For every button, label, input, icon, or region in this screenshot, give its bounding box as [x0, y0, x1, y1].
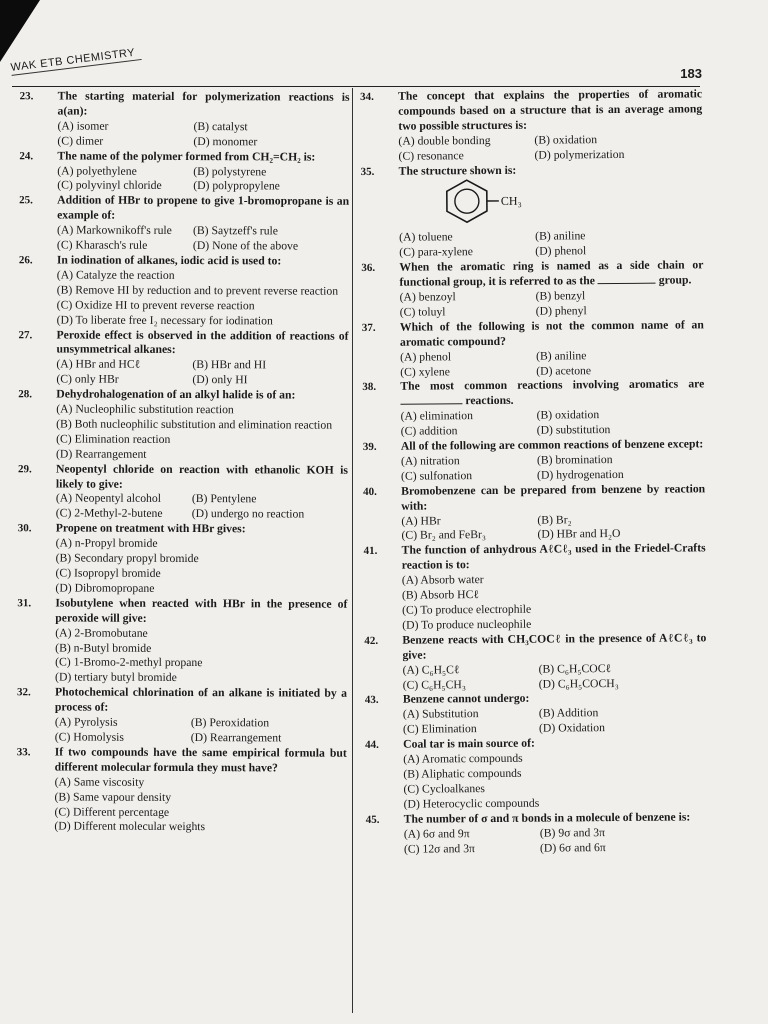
question-stem: The starting material for polymerization reactions is a(an):: [57, 89, 350, 118]
question-stem-end: reactions.: [465, 394, 514, 408]
option-d: (D) Rearrangement: [56, 447, 147, 461]
option-b: (B) oxidation: [536, 408, 600, 422]
question-number: 33.: [16, 746, 31, 759]
question-number: 25.: [19, 194, 33, 207]
option-a: (A) double bonding: [398, 133, 491, 148]
option-d: (D) only HI: [192, 373, 248, 387]
question-39: [363, 437, 705, 484]
option-b: (B) Pentylene: [191, 492, 257, 506]
question-stem: If two compounds have the same empirical formula but different molecular formula they must have?: [54, 745, 347, 775]
option-a: (A) 6σ and 9π: [403, 826, 470, 841]
option-b: (B) benzyl: [535, 289, 586, 303]
question-stem: Dehydrohalogenation of an alkyl halide is of an:: [56, 387, 296, 402]
question-number: 34.: [360, 90, 374, 103]
option-d: (D) monomer: [193, 134, 258, 149]
option-a: (A) Catalyze the reaction: [56, 268, 175, 282]
option-c: (C) only HBr: [56, 372, 119, 386]
book-header: WAK ETB CHEMISTRY: [10, 46, 142, 76]
question-stem: Which of the following is not the common name of an aromatic compound?: [399, 318, 704, 349]
option-b: (B) Remove HI by reduction and to prevent reverse reaction: [56, 283, 339, 298]
question-number: 28.: [18, 388, 33, 401]
question-36: [361, 258, 703, 320]
question-28: [18, 387, 348, 463]
option-b: (B) 9σ and 3π: [539, 825, 605, 840]
option-c: (C) To produce electrophile: [402, 602, 532, 617]
question-stem: All of the following are common reactions of benzene except:: [400, 437, 704, 453]
question-40: [363, 482, 705, 544]
option-b: (B) Peroxidation: [190, 716, 270, 730]
answer-blank: [400, 404, 462, 405]
option-b: (B) n-Butyl bromide: [55, 640, 152, 655]
option-b: (B) HBr and HI: [192, 358, 267, 372]
question-number: 37.: [361, 321, 376, 334]
option-a: (A) elimination: [400, 409, 474, 423]
option-a: (A) Absorb water: [401, 573, 484, 587]
question-number: 24.: [19, 149, 34, 162]
question-stem: Coal tar is main source of:: [403, 736, 535, 751]
option-b: (B) C₆H₅COCℓ: [538, 661, 612, 676]
column-divider: [352, 88, 353, 1013]
option-c: (C) resonance: [398, 148, 464, 163]
question-stem: Peroxide effect is observed in the addition of reactions of unsymmetrical alkanes:: [56, 327, 349, 357]
option-c: (C) dimer: [57, 134, 104, 148]
option-c: (C) 12σ and 3π: [403, 841, 475, 856]
question-number: 36.: [361, 262, 376, 275]
option-d: (D) To produce nucleophile: [402, 617, 532, 632]
question-31: [17, 596, 347, 687]
answer-blank: [598, 283, 656, 284]
question-stem: The structure shown is:: [398, 163, 517, 178]
option-b: (B) Br₂: [537, 512, 572, 527]
option-a: (A) Nucleophilic substitution reaction: [56, 402, 234, 417]
option-b: (B) Secondary propyl bromide: [55, 551, 199, 566]
question-stem: Bromobenzene can be prepared from benzene by reaction with:: [401, 482, 706, 513]
question-25: [19, 194, 349, 255]
option-d: (D) phenyl: [535, 304, 587, 318]
question-29: [18, 462, 348, 523]
option-a: (A) phenol: [400, 349, 452, 364]
question-stem: The most common reactions involving aromatics are: [400, 377, 705, 394]
option-d: (D) tertiary butyl bromide: [55, 670, 177, 685]
option-b: (B) Same vapour density: [54, 790, 172, 804]
option-a: (A) HBr and HCℓ: [56, 357, 141, 372]
left-column: [16, 89, 349, 836]
question-stem: The number of σ and π bonds in a molecule of benzene is:: [403, 810, 691, 826]
option-a: (A) Markownikoff's rule: [56, 223, 172, 238]
option-c: (C) para-xylene: [399, 245, 473, 259]
option-a: (A) isomer: [57, 119, 109, 133]
option-d: (D) HBr and H₂O: [537, 527, 621, 542]
question-number: 41.: [363, 545, 378, 558]
option-a: (A) toluene: [399, 230, 453, 245]
option-b: (B) aniline: [536, 348, 587, 363]
question-number: 39.: [362, 440, 377, 454]
question-number: 31.: [17, 597, 32, 610]
option-b: (B) catalyst: [193, 119, 248, 134]
option-a: (A) Pyrolysis: [54, 715, 118, 729]
question-23: [19, 89, 349, 150]
question-stem: Benzene reacts with CH₃COCℓ in the presence of AℓCℓ₃ to give:: [402, 631, 707, 662]
option-a: (A) Aromatic compounds: [403, 751, 523, 766]
question-number: 32.: [16, 686, 31, 699]
question-stem: Propene on treatment with HBr gives:: [55, 521, 246, 536]
option-d: (D) polymerization: [534, 147, 625, 162]
option-b: (B) polystyrene: [193, 164, 267, 178]
methyl-label: CH₃: [500, 194, 522, 209]
option-d: (D) 6σ and 6π: [539, 840, 606, 855]
question-45: [366, 810, 708, 857]
question-33: [16, 745, 346, 836]
option-a: (A) nitration: [400, 454, 460, 468]
option-b: (B) aniline: [535, 229, 586, 243]
question-stem: Photochemical chlorination of an alkane is initiated by a process of:: [54, 685, 348, 714]
option-c: (C) Elimination reaction: [56, 432, 171, 446]
option-d: (D) Different molecular weights: [54, 819, 206, 834]
option-c: (C) addition: [400, 424, 458, 438]
option-a: (A) benzoyl: [399, 290, 456, 304]
question-stem: The function of anhydrous AℓCℓ₃ used in the Friedel-Crafts reaction is to:: [401, 541, 706, 572]
question-34: [360, 87, 703, 164]
option-a: (A) C₆H₅Cℓ: [402, 662, 460, 677]
option-d: (D) substitution: [536, 423, 611, 437]
option-c: (C) C₆H₅CH₃: [402, 677, 466, 692]
question-42: [364, 631, 706, 693]
question-38: [362, 378, 704, 440]
option-d: (D) Oxidation: [538, 721, 605, 735]
question-30: [17, 522, 347, 598]
option-a: (A) n-Propyl bromide: [55, 536, 158, 551]
question-stem: Neopentyl chloride on reaction with ethanolic KOH is likely to give:: [55, 462, 348, 491]
question-number: 26.: [18, 254, 33, 267]
option-c: (C) sulfonation: [400, 468, 473, 483]
option-a: (A) 2-Bromobutane: [55, 626, 148, 640]
question-number: 38.: [362, 381, 377, 394]
question-number: 35.: [360, 165, 375, 178]
option-c: (C) Elimination: [402, 722, 477, 736]
option-c: (C) polyvinyl chloride: [57, 178, 162, 193]
question-stem: In iodination of alkanes, iodic acid is used to:: [56, 253, 282, 268]
question-number: 45.: [365, 813, 380, 826]
header-rule: [12, 86, 700, 87]
option-c: (C) 1-Bromo-2-methyl propane: [55, 655, 203, 670]
option-c: (C) Cycloalkanes: [403, 781, 486, 796]
option-c: (C) Isopropyl bromide: [55, 566, 161, 580]
question-stem-end: group.: [658, 273, 692, 287]
page-corner-shadow: [0, 0, 40, 62]
question-32: [17, 686, 347, 747]
option-d: (D) acetone: [536, 363, 592, 378]
option-b: (B) Aliphatic compounds: [403, 766, 522, 781]
option-a: (A) Neopentyl alcohol: [55, 491, 162, 506]
page-number: 183: [680, 66, 702, 81]
question-35: [361, 162, 704, 261]
option-c: (C) Homolysis: [54, 730, 124, 744]
option-d: (D) Rearrangement: [190, 731, 282, 745]
option-d: (D) phenol: [535, 244, 587, 258]
option-a: (A) Same viscosity: [54, 775, 145, 789]
question-number: 23.: [19, 90, 34, 103]
question-stem: Addition of HBr to propene to give 1-bromopropane is an example of:: [57, 193, 350, 222]
option-d: (D) polypropylene: [193, 179, 280, 193]
question-24: [19, 149, 349, 195]
question-stem: The name of the polymer formed from CH₂=CH₂ is:: [57, 149, 316, 164]
question-stem: Benzene cannot undergo:: [402, 692, 530, 707]
question-number: 27.: [18, 328, 33, 341]
option-b: (B) Absorb HCℓ: [401, 588, 480, 602]
option-c: (C) 2-Methyl-2-butene: [55, 506, 163, 521]
option-c: (C) Kharasch's rule: [56, 238, 148, 252]
option-b: (B) Saytzeff's rule: [192, 224, 279, 238]
option-d: (D) undergo no reaction: [191, 507, 305, 521]
right-column: [360, 87, 708, 857]
question-43: [365, 691, 707, 738]
option-d: (D) Dibromopropane: [55, 581, 155, 595]
option-d: (D) To liberate free I₂ necessary for iodination: [56, 313, 273, 327]
question-number: 40.: [363, 485, 377, 498]
question-number: 29.: [17, 462, 32, 475]
option-d: (D) hydrogenation: [536, 467, 624, 482]
option-b: (B) bromination: [536, 452, 613, 467]
question-number: 42.: [364, 634, 379, 647]
question-stem: The concept that explains the properties of aromatic compounds based on a structure that is an average among two possible structures is:: [397, 87, 703, 133]
option-c: (C) Br₂ and FeBr₃: [401, 528, 486, 543]
option-c: (C) xylene: [400, 364, 450, 379]
option-a: (A) polyethylene: [57, 163, 137, 178]
option-b: (B) oxidation: [534, 132, 598, 147]
option-b: (B) Both nucleophilic substitution and elimination reaction: [56, 417, 333, 432]
option-d: (D) Heterocyclic compounds: [403, 796, 540, 811]
option-a: (A) HBr: [401, 513, 441, 528]
toluene-structure-diagram: [399, 179, 529, 224]
question-number: 30.: [17, 522, 32, 535]
question-number: 43.: [364, 694, 379, 707]
option-c: (C) Oxidize HI to prevent reverse reaction: [56, 298, 255, 312]
option-d: (D) None of the above: [192, 239, 299, 253]
option-b: (B) Addition: [538, 706, 599, 720]
option-c: (C) toluyl: [399, 305, 446, 319]
question-37: [362, 318, 704, 380]
question-26: [19, 253, 349, 329]
question-number: 44.: [365, 739, 379, 752]
option-d: (D) C₆H₅COCH₃: [538, 676, 619, 691]
option-c: (C) Different percentage: [54, 804, 170, 819]
question-27: [18, 328, 348, 389]
question-stem: Isobutylene when reacted with HBr in the presence of peroxide will give:: [55, 596, 348, 625]
question-stem: When the aromatic ring is named as a side chain or functional group, it is referred to as the: [399, 258, 704, 289]
question-41: [364, 542, 707, 634]
option-a: (A) Substitution: [402, 707, 479, 722]
question-44: [365, 735, 708, 812]
